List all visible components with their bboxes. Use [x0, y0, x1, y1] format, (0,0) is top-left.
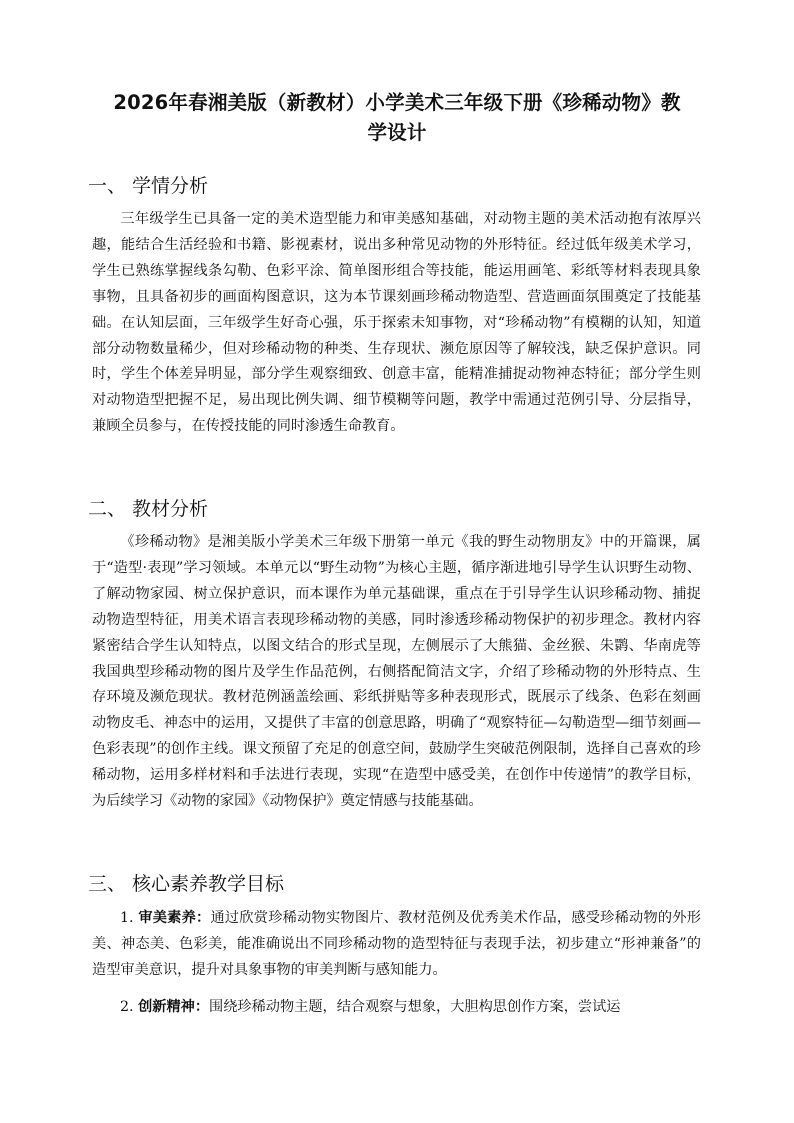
- core-goal-item: [92, 905, 701, 983]
- section-heading-core-goals: 三、 核心素养教学目标: [88, 873, 285, 895]
- goal-text-innovation: 围绕珍稀动物主题，结合观察与想象，大胆构思创作方案，尝试运: [209, 999, 621, 1015]
- core-goal-item: [92, 994, 701, 1020]
- document-title: [92, 88, 702, 148]
- learning-analysis-paragraph: 三年级学生已具备一定的美术造型能力和审美感知基础，对动物主题的美术活动抱有浓厚兴趣，能结合生活经验和书籍、影视素材，说出多种常见动物的外形特征。经过低年级美术学习，学生已熟练掌握线条勾勒、色彩平涂、简单图形组合等技能，能运用画笔、彩纸等材料表现具象事物，且具备初步的画面构图意识，这为本节课刻画珍稀动物造型、营造画面氛围奠定了技能基础。在认知层面，三年级学生好奇心强，乐于探索未知事物，对“珍稀动物”有模糊的认知，知道部分动物数量稀少，但对珍稀动物的种类、生存现状、濒危原因等了解较浅，缺乏保护意识。同时，学生个体差异明显，部分学生观察细致、创意丰富，能精准捕捉动物神态特征；部分学生则对动物造型把握不足，易出现比例失调、细节模糊等问题，教学中需通过范例引导、分层指导，兼顾全员参与，在传授技能的同时渗透生命教育。: [92, 211, 701, 435]
- goal-colon: ：: [194, 999, 210, 1015]
- title-line-2: 学设计: [367, 121, 427, 144]
- goal-colon: ：: [196, 910, 211, 926]
- section-heading-learning-analysis: 一、 学情分析: [88, 175, 209, 197]
- goal-text-aesthetic: 通过欣赏珍稀动物实物图片、教材范例及优秀美术作品，感受珍稀动物的外形美、神态美、色彩美，能准确说出不同珍稀动物的造型特征与表现手法，初步建立“形神兼备”的造型审美意识，提升对具象事物的审美判断与感知能力。: [92, 910, 701, 978]
- goal-number: 1.: [120, 910, 134, 926]
- textbook-analysis-paragraph: 《珍稀动物》是湘美版小学美术三年级下册第一单元《我的野生动物朋友》中的开篇课，属于“造型·表现”学习领域。本单元以“野生动物”为核心主题，循序渐进地引导学生认识野生动物、了解动物家园、树立保护意识，而本课作为单元基础课，重点在于引导学生认识珍稀动物、捕捉动物造型特征，用美术语言表现珍稀动物的美感，同时渗透珍稀动物保护的初步理念。教材内容紧密结合学生认知特点，以图文结合的形式呈现，左侧展示了大熊猫、金丝猴、朱鹮、华南虎等我国典型珍稀动物的图片及学生作品范例，右侧搭配简洁文字，介绍了珍稀动物的外形特点、生存环境及濒危现状。教材范例涵盖绘画、彩纸拼贴等多种表现形式，既展示了线条、色彩在刻画动物皮毛、神态中的运用，又提供了丰富的创意思路，明确了“观察特征—勾勒造型—细节刻画—色彩表现”的创作主线。课文预留了充足的创意空间，鼓励学生突破范例限制，选择自己喜欢的珍稀动物，运用多样材料和手法进行表现，实现“在造型中感受美，在创作中传递情”的教学目标，为后续学习《动物的家园》《动物保护》奠定情感与技能基础。: [92, 534, 701, 810]
- section-heading-textbook-analysis: 二、 教材分析: [88, 498, 209, 520]
- title-line-1: 2026年春湘美版（新教材）小学美术三年级下册《珍稀动物》教: [113, 91, 681, 114]
- goal-term-aesthetic: 审美素养: [138, 910, 197, 926]
- goal-number: 2.: [120, 999, 134, 1015]
- goal-term-innovation: 创新精神: [138, 999, 195, 1015]
